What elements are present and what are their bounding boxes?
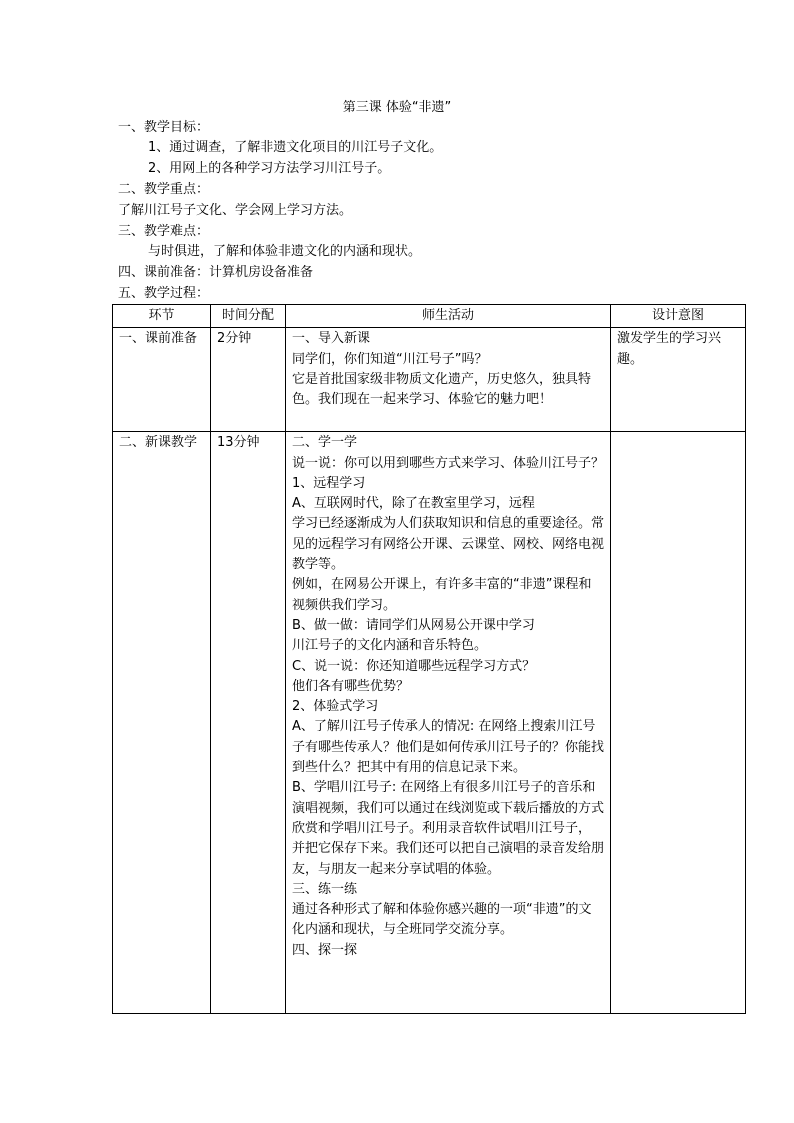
activity-line: A、了解川江号子传承人的情况: 在网络上搜索川江号子有哪些传承人？他们是如何传承川江号子的？你能找到些什么？把其中有用的信息记录下来。 (292, 719, 605, 776)
goal-2: 2、用网上的各种学习方法学习川江号子。 (148, 161, 391, 176)
activity-line: 二、学一学 (292, 435, 358, 451)
document-title: 第三课 体验“非遗” (342, 100, 452, 115)
key-points-heading: 二、教学重点： (118, 182, 210, 197)
intent-cell (611, 432, 746, 1014)
stage-cell: 一、课前准备 (113, 328, 211, 432)
table-row (113, 432, 746, 1014)
activity-line: 1、远程学习 (292, 475, 366, 491)
activity-line: 并把它保存下来。我们还可以把自己演唱的录音发给朋友，与朋友一起来分享试唱的体验。 (292, 841, 605, 877)
time-cell: 13分钟 (211, 432, 286, 1014)
activity-line: 例如，在网易公开课上，有许多丰富的“非遗”课程和视频供我们学习。 (292, 577, 592, 613)
activity-line: C、说一说：你还知道哪些远程学习方式？ (292, 658, 536, 674)
activity-line: 学习已经逐渐成为人们获取知识和信息的重要途径。常见的远程学习有网络公开课、云课堂、网校、网络电视教学等。 (292, 516, 605, 573)
activity-line: A、互联网时代，除了在教室里学习，远程 (292, 496, 535, 512)
time-cell: 2分钟 (211, 328, 286, 432)
activity-line: 一、导入新课 (292, 331, 371, 347)
process-heading: 五、教学过程： (118, 286, 210, 301)
activity-line: 它是首批国家级非物质文化遗产，历史悠久，独具特色。我们现在一起来学习、体验它的魅力吧！ (292, 371, 592, 408)
lesson-process-table (112, 304, 746, 1014)
table-header-row (113, 305, 746, 328)
key-points-text: 了解川江号子文化、学会网上学习方法。 (118, 203, 353, 218)
header-stage: 环节 (113, 305, 211, 328)
activity-line: 同学们，你们知道“川江号子”吗？ (292, 351, 488, 367)
activity-line: B、做一做：请同学们从网易公开课中学习 (292, 617, 535, 633)
stage-cell: 二、新课教学 (113, 432, 211, 1014)
header-activity: 师生活动 (286, 305, 611, 328)
activity-line: 通过各种形式了解和体验你感兴趣的一项“非遗”的文化内涵和现状，与全班同学交流分享。 (292, 902, 592, 938)
activity-line: 三、练一练 (292, 881, 358, 897)
difficult-points-text: 与时俱进，了解和体验非遗文化的内涵和现状。 (148, 244, 422, 259)
difficult-points-heading: 三、教学难点： (118, 224, 210, 239)
goal-1: 1、通过调查，了解非遗文化项目的川江号子文化。 (148, 140, 443, 155)
header-intent: 设计意图 (611, 305, 746, 328)
activity-line: B、学唱川江号子: 在网络上有很多川江号子的音乐和演唱视频，我们可以通过在线浏览或下载后播放的方式欣赏和学唱川江号子。利用录音软件试唱川江号子， (292, 780, 605, 836)
intent-cell: 激发学生的学习兴趣。 (611, 328, 746, 432)
activity-line: 他们各有哪些优势？ (292, 678, 410, 694)
activity-line: 四、探一探 (292, 942, 358, 958)
goals-heading: 一、教学目标： (118, 120, 210, 135)
activity-line: 说一说：你可以用到哪些方式来学习、体验川江号子？ (292, 455, 605, 471)
header-time: 时间分配 (211, 305, 286, 328)
table-row (113, 328, 746, 432)
activity-cell (286, 328, 611, 432)
activity-cell (286, 432, 611, 1014)
preparation-line: 四、课前准备：计算机房设备准备 (118, 265, 314, 280)
activity-line: 川江号子的文化内涵和音乐特色。 (292, 638, 488, 654)
activity-line: 2、体验式学习 (292, 699, 379, 715)
